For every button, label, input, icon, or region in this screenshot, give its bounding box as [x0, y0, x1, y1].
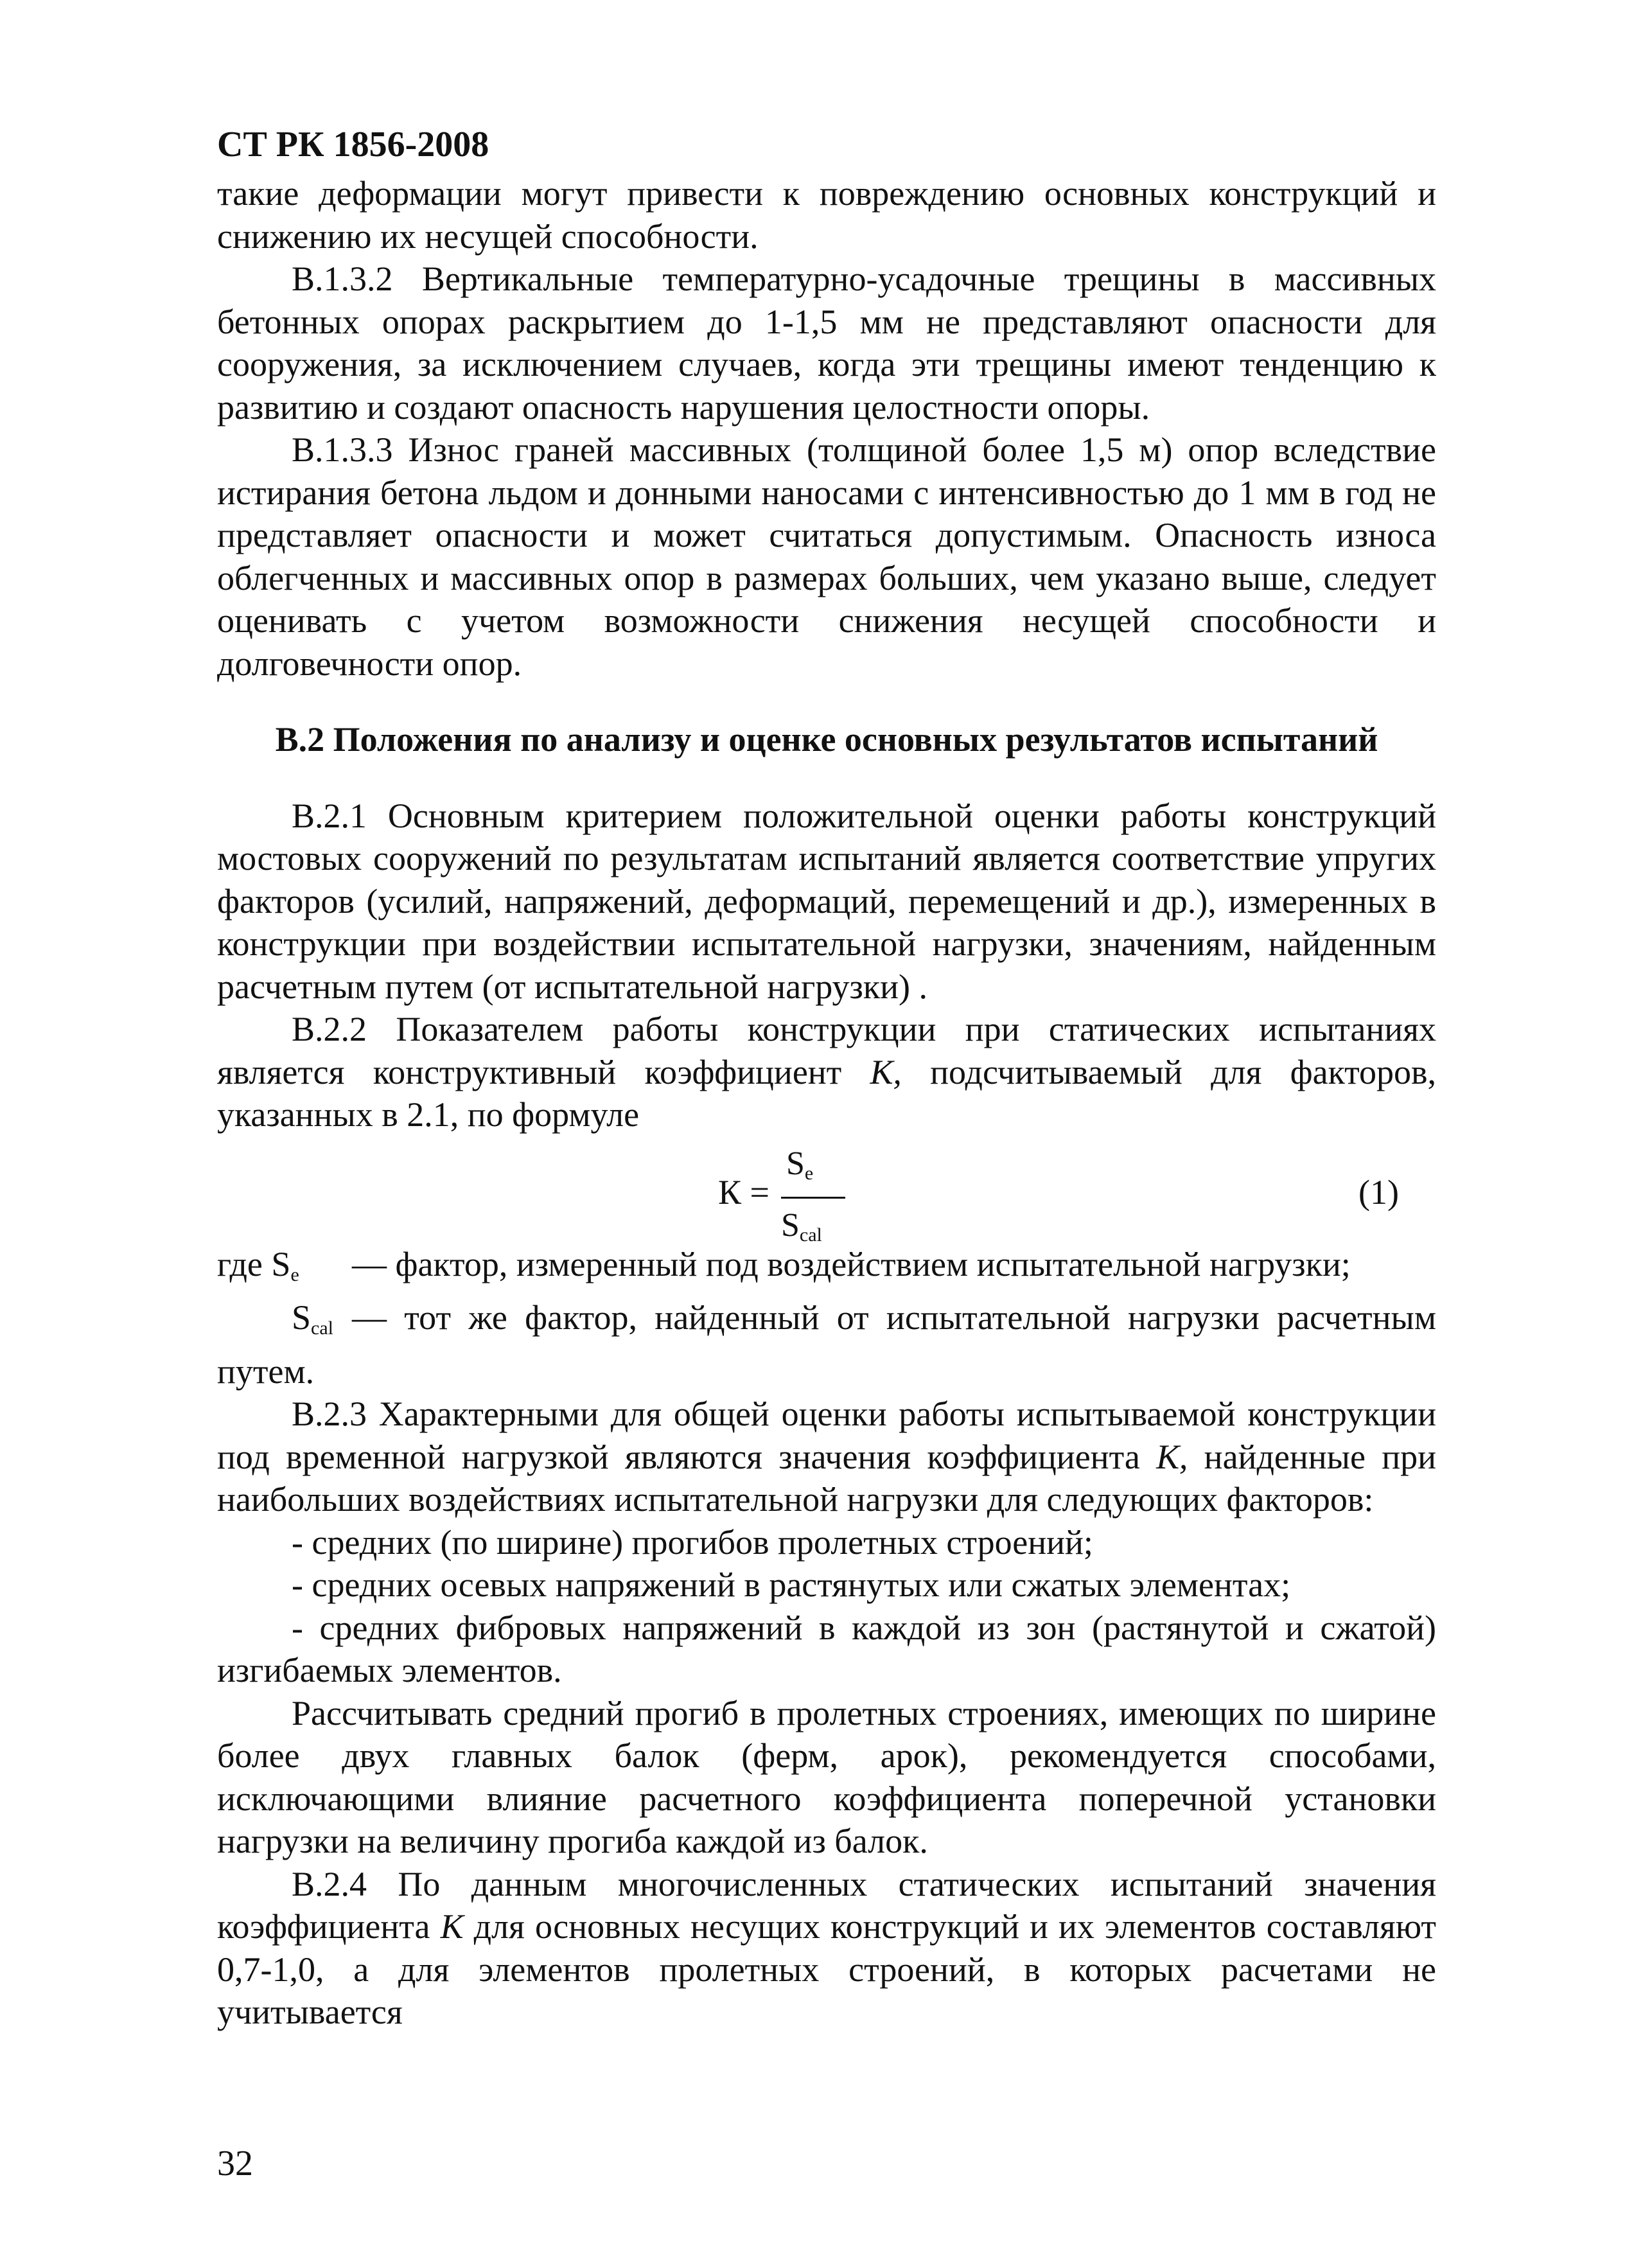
list-item: - средних фибровых напряжений в каждой из зон (растянутой и сжатой) изгибаемых элементов. [217, 1608, 1436, 1689]
body-text [217, 172, 1436, 2034]
se-subscript: e [290, 1264, 299, 1285]
denominator-subscript: cal [799, 1224, 822, 1246]
equation-number: (1) [1358, 1172, 1399, 1212]
scal-subscript: cal [311, 1318, 334, 1339]
paragraph-b-2-1: В.2.1 Основным критерием положительной оценки работы конструкций мостовых сооружений по результатам испытаний является соответствие упругих факторов (усилий, напряжений, деформаций, перемещений и др.), измеренных в конструкции при воздействии испытательной нагрузки, значениям, найденным расчетным путем (от испытательной нагрузки) . [217, 796, 1436, 1006]
where-word: где [217, 1244, 263, 1283]
paragraph-b-2-3-text-a: В.2.3 Характерными для общей оценки работы испытываемой конструкции под временной нагрузкой являются значения коэффициента [217, 1395, 1436, 1476]
coefficient-k-symbol: К [440, 1907, 464, 1946]
denominator-base: S [781, 1206, 800, 1244]
coefficient-k-symbol: К, [870, 1052, 902, 1091]
section-heading-b-2: В.2 Положения по анализу и оценке основных результатов испытаний [275, 720, 1378, 759]
formula-definitions [217, 1243, 1436, 1393]
page-number: 32 [217, 2144, 253, 2183]
paragraph-b-2-4-text-b: для основных несущих конструкций и их элементов составляют 0,7-1,0, а для элементов пролетных строений, в которых расчетами не учитывается [217, 1907, 1436, 2031]
paragraph-b-2-4 [217, 1863, 1436, 2034]
paragraph-b-1-3-3: В.1.3.3 Износ граней массивных (толщиной более 1,5 м) опор вследствие истирания бетона льдом и донными наносами с интенсивностью до 1 мм в год не представляет опасности и может считаться допустимым. Опасность износа облегченных и массивных опор в размерах больших, чем указано выше, следует оценивать с учетом возможности снижения несущей способности и долговечности опор. [217, 430, 1436, 683]
formula-lhs: К = [718, 1172, 769, 1212]
paragraph-b-2-4-text-a: В.2.4 По данным многочисленных статических испытаний значения коэффициента [217, 1864, 1436, 1946]
definition-se [217, 1243, 1436, 1297]
formula-denominator [781, 1204, 822, 1257]
scal-base: S [292, 1298, 312, 1337]
definition-scal-symbol [292, 1296, 352, 1350]
standard-code-header: СТ РК 1856-2008 [217, 125, 489, 164]
list-item: - средних (по ширине) прогибов пролетных строений; [292, 1522, 1093, 1562]
formula-k [718, 1143, 859, 1246]
numerator-subscript: e [804, 1162, 814, 1184]
paragraph-b-1-3-2: В.1.3.2 Вертикальные температурно-усадочные трещины в массивных бетонных опорах раскрытием до 1-1,5 мм не представляют опасности для сооружения, за исключением случаев, когда эти трещины имеют тенденцию к развитию и создают опасность нарушения целостности опоры. [217, 260, 1436, 427]
definition-scal-text: — тот же фактор, найденный от испытательной нагрузки расчетным путем. [217, 1298, 1436, 1391]
paragraph-b-2-2-text-a: В.2.2 Показателем работы конструкции при статических испытаниях является конструктивный коэффициент [217, 1010, 1436, 1091]
definition-se-symbol [217, 1243, 352, 1297]
se-base: S [271, 1244, 291, 1283]
coefficient-k-symbol: К, [1156, 1437, 1188, 1476]
definition-scal [217, 1296, 1436, 1393]
definition-se-text: — фактор, измеренный под воздействием испытательной нагрузки; [352, 1244, 1351, 1283]
paragraph-b-2-2 [217, 1008, 1436, 1136]
paragraph-b-2-2-text-b: подсчитываемый для факторов, указанных в 2.1, по формуле [217, 1052, 1437, 1134]
formula-row [217, 1143, 1436, 1246]
paragraph-continuation: такие деформации могут привести к повреждению основных конструкций и снижению их несущей способности. [217, 174, 1436, 256]
fraction-bar [781, 1197, 845, 1199]
paragraph-mean-deflection: Рассчитывать средний прогиб в пролетных строениях, имеющих по ширине более двух главных балок (ферм, арок), рекомендуется способами, исключающими влияние расчетного коэффициента поперечной установки нагрузки на величину прогиба каждой из балок. [217, 1693, 1436, 1860]
numerator-base: S [786, 1145, 805, 1182]
paragraph-b-2-3 [217, 1393, 1436, 1521]
formula-numerator [786, 1143, 813, 1195]
list-item: - средних осевых напряжений в растянутых или сжатых элементах; [292, 1565, 1291, 1604]
paragraph-b-2-3-text-b: найденные при наибольших воздействиях испытательной нагрузки для следующих факторов: [217, 1437, 1436, 1519]
